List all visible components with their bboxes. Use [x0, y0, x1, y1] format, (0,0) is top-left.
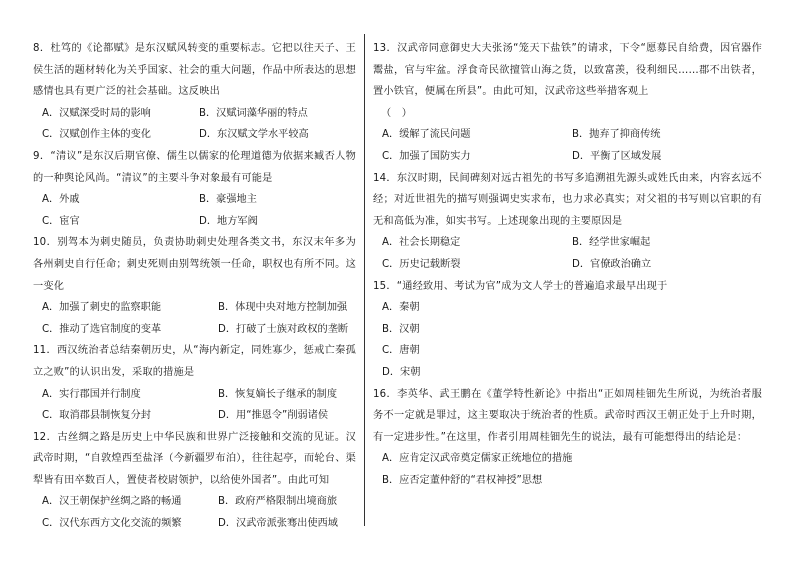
option-a: A．外戚 [42, 194, 80, 206]
option-d: D．用“推恩令”削弱诸侯 [218, 410, 329, 422]
options [33, 103, 356, 146]
option-a: A．加强了刺史的监察职能 [42, 302, 162, 314]
option-b: B．汉赋词藻华丽的特点 [199, 107, 308, 119]
question-11 [33, 340, 356, 426]
options [33, 189, 356, 232]
option-d: D．官僚政治确立 [572, 258, 652, 270]
option-c: C．推动了选官制度的变革 [42, 323, 162, 335]
left-column [33, 38, 356, 535]
options [373, 448, 762, 491]
option-b: B．恢复嫡长子继承的制度 [218, 388, 338, 400]
question-14 [373, 168, 762, 276]
option-d: D．地方军阀 [199, 215, 258, 227]
option-b: B．经学世家崛起 [572, 237, 651, 249]
question-stem: 14．东汉时期，民间碑刻对远古祖先的书写多追溯祖先源头或姓氏由来，内容玄远不经；对近世祖先的描写则强调史实求布，也力求必真实；对父祖的书写则以官职的有无和高低为准，如实书写。上述现象出现的主要原因是 [373, 172, 762, 227]
question-stem: 13．汉武帝同意御史大夫张汤“笼天下盐铁”的请求，下令“愿募民自给费，因官器作鬻盐，官与牢盆。浮食奇民欲擅管山海之货，以致富羡，役利细民……郡不出铁者，置小铁官，便属在所县”。由此可知，汉武帝这些举措客观上 [373, 43, 762, 98]
question-12 [33, 427, 356, 535]
option-b: B．抛弃了抑商传统 [572, 129, 661, 141]
option-c: C．宦官 [42, 215, 80, 227]
question-stem: 8．杜笃的《论都赋》是东汉赋风转变的重要标志。它把以往天子、王侯生活的题材转化为关乎国家、社会的重大问题，作品中所表达的思想感情也具有更广泛的社会基础。这反映出 [33, 43, 356, 98]
question-stem: 16．李英华、武王鹏在《董学特性新论》中指出“正如周桂钿先生所说，为统治者服务不一定就是罪过，这主要取决于统治者的性质。武帝时西汉王朝正处于上升时期，有一定进步性。”在这里，作者引用周桂钿先生的说法，最有可能想得出的结论是： [373, 388, 762, 443]
options [33, 384, 356, 427]
option-a: A．实行郡国并行制度 [42, 388, 141, 400]
question-13 [373, 38, 762, 168]
option-c: C．取消郡县制恢复分封 [42, 410, 151, 422]
question-stem: 10．别驾本为刺史随员，负责协助刺史处理各类文书，东汉末年多为各州刺史自行任命；刺史死则由别驾统领一任命，职权也有所不同。这一变化 [33, 237, 356, 292]
option-c: C．加强了国防实力 [382, 150, 471, 162]
options [373, 232, 762, 275]
option-c: C．汉代东西方文化交流的频繁 [42, 518, 182, 530]
question-stem: 12．古丝绸之路是历史上中华民族和世界广泛接触和交流的见证。汉武帝时期，“自敦煌西至盐泽（今新疆罗布泊），往往起亭，而轮台、渠犁皆有田卒数百人，置使者校尉领护，以给使外国者”。由此可知 [33, 431, 356, 486]
option-b: B．应否定董仲舒的“君权神授”思想 [382, 474, 543, 486]
question-stem: 11．西汉统治者总结秦朝历史，从“海内新定，同姓寡少，惩戒亡秦孤立之败”的认识出发，采取的措施是 [33, 345, 356, 378]
option-b: B．汉朝 [382, 323, 420, 335]
question-15 [373, 276, 762, 384]
option-a: A．秦朝 [382, 302, 420, 314]
option-d: D．平衡了区域发展 [572, 150, 662, 162]
question-stem: 9．“清议”是东汉后期官僚、儒生以儒家的伦理道德为依据来臧否人物的一种舆论风尚。“清议”的主要斗争对象最有可能是 [33, 150, 356, 184]
question-10 [33, 232, 356, 340]
options [373, 297, 762, 383]
option-b: B．豪强地主 [199, 194, 257, 206]
answer-bracket: （ ） [381, 107, 413, 119]
option-a: A．汉赋深受时局的影响 [42, 107, 151, 119]
option-d: D．宋朝 [382, 366, 421, 378]
option-b: B．政府严格限制出境商旅 [218, 496, 338, 508]
question-8 [33, 38, 356, 146]
option-d: D．东汉赋文学水平较高 [199, 129, 309, 141]
option-a: A．缓解了流民问题 [382, 129, 471, 141]
option-d: D．打破了士族对政权的垄断 [218, 323, 349, 335]
option-d: D．汉武帝派张骞出使西域 [218, 518, 338, 530]
option-a: A．应肯定汉武帝奠定儒家正统地位的措施 [382, 453, 573, 465]
question-16 [373, 384, 762, 492]
option-c: C．历史记载断裂 [382, 258, 461, 270]
option-a: A．汉王朝保护丝绸之路的畅通 [42, 496, 182, 508]
question-stem: 15．“通经致用、考试为官”成为文人学士的普遍追求最早出现于 [373, 280, 668, 292]
option-b: B．体现中央对地方控制加强 [218, 302, 348, 314]
question-9 [33, 146, 356, 232]
column-divider [364, 34, 365, 526]
option-c: C．唐朝 [382, 345, 420, 357]
option-c: C．汉赋创作主体的变化 [42, 129, 151, 141]
option-a: A．社会长期稳定 [382, 237, 461, 249]
options [33, 297, 356, 340]
right-column [373, 38, 762, 491]
options [33, 491, 356, 534]
options [373, 124, 762, 167]
